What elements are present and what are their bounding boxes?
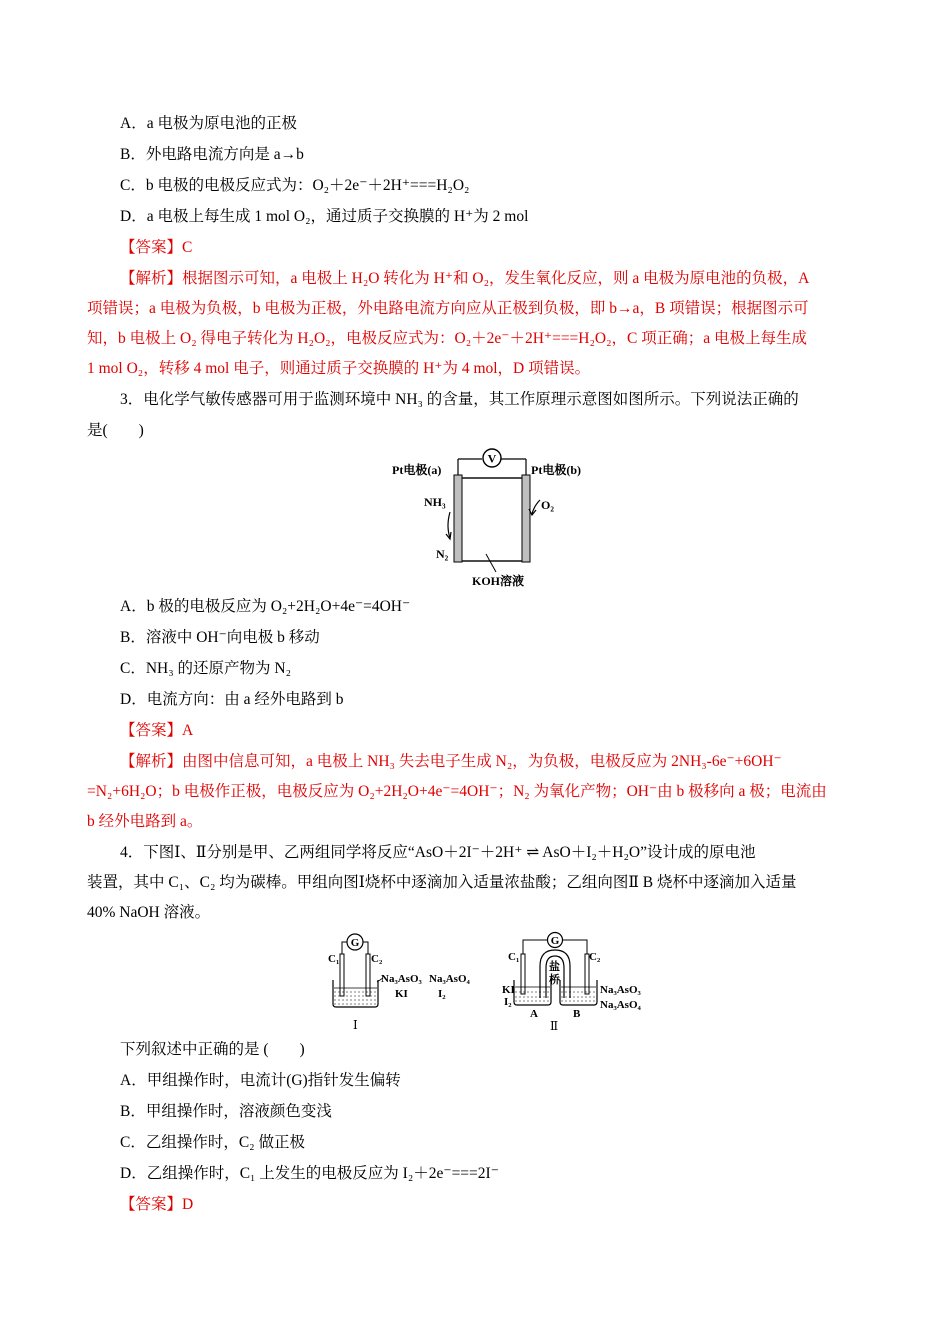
figure-1-label: Ⅰ xyxy=(353,1018,358,1032)
q4-question: 下列叙述中正确的是 ( ) xyxy=(120,1041,305,1058)
q2-analysis-line: 知，b 电极上 O₂ 得电子转化为 H₂O₂，电极反应式为：O₂＋2e⁻＋2H⁺===H₂O₂，C 项正确；a 电极上每生成 xyxy=(87,330,807,347)
i2-label: I₂ xyxy=(438,988,446,1000)
na3aso3-label: Na₃AsO₃ xyxy=(381,973,422,985)
q3-sensor-diagram xyxy=(390,442,605,592)
q3-answer: 【答案】A xyxy=(120,722,194,739)
voltmeter-label: V xyxy=(487,451,497,466)
q4-figure-2 xyxy=(500,930,665,1035)
figure-2-label: Ⅱ xyxy=(550,1019,559,1033)
q4-option-b: B．甲组操作时，溶液颜色变浅 xyxy=(120,1103,332,1120)
beaker-a-label: A xyxy=(530,1008,538,1020)
left-electrode-label: Pt电极(a) xyxy=(392,463,442,477)
ki-label: KI xyxy=(395,988,408,1000)
q3-option-d: D．电流方向：由 a 经外电路到 b xyxy=(120,691,344,708)
right-electrode-label: Pt电极(b) xyxy=(531,463,581,477)
galvanometer-label: G xyxy=(550,935,560,947)
q3-analysis-line: 【解析】由图中信息可知，a 电极上 NH₃ 失去电子生成 N₂，为负极，电极反应为 2NH₃-6e⁻+6OH⁻ xyxy=(120,753,782,770)
salt-bridge-label: 桥 xyxy=(549,974,560,986)
koh-label: KOH溶液 xyxy=(472,574,525,588)
q2-option-b: B．外电路电流方向是 a→b xyxy=(120,146,304,163)
c2-label: C₂ xyxy=(371,953,383,965)
c1-label: C₁ xyxy=(328,953,340,965)
q3-analysis-line: =N₂+6H₂O；b 电极作正极，电极反应为 O₂+2H₂O+4e⁻=4OH⁻；N₂ 为氧化产物；OH⁻由 b 极移向 a 极；电流由 xyxy=(87,783,827,800)
q2-analysis-line: 【解析】根据图示可知，a 电极上 H₂O 转化为 H⁺和 O₂，发生氧化反应，则 a 电极为原电池的负极，A xyxy=(120,270,810,287)
na3aso4-label: Na₃AsO₄ xyxy=(600,999,641,1011)
q4-stem-line: 装置，其中 C₁、C₂ 均为碳棒。甲组向图Ⅰ烧杯中逐滴加入适量浓盐酸；乙组向图Ⅱ B 烧杯中逐滴加入适量 xyxy=(87,874,797,891)
q3-option-c: C．NH₃ 的还原产物为 N₂ xyxy=(120,660,291,677)
q4-option-c: C．乙组操作时，C₂ 做正极 xyxy=(120,1134,305,1151)
q4-figure-1 xyxy=(325,932,490,1032)
q2-answer: 【答案】C xyxy=(120,239,193,256)
na3aso4-label: Na₃AsO₄ xyxy=(429,973,470,985)
i2-label: I₂ xyxy=(504,996,512,1008)
q3-analysis-line: b 经外电路到 a。 xyxy=(87,813,203,830)
q4-option-a: A．甲组操作时，电流计(G)指针发生偏转 xyxy=(120,1072,401,1089)
q3-option-b: B．溶液中 OH⁻向电极 b 移动 xyxy=(120,629,320,646)
q4-stem-line: 40% NaOH 溶液。 xyxy=(87,904,211,921)
nh3-label: NH₃ xyxy=(424,495,446,509)
galvanometer-label: G xyxy=(350,937,360,949)
na3aso3-label: Na₃AsO₃ xyxy=(600,984,641,996)
q4-stem-line: 4．下图Ⅰ、Ⅱ分别是甲、乙两组同学将反应“AsO＋2I⁻＋2H⁺ ⇌ AsO＋I₂＋H₂O”设计成的原电池 xyxy=(120,844,756,861)
q4-option-d: D．乙组操作时，C₁ 上发生的电极反应为 I₂＋2e⁻===2I⁻ xyxy=(120,1165,499,1182)
q3-stem-line: 是( ) xyxy=(87,422,144,439)
q2-analysis-line: 1 mol O₂，转移 4 mol 电子，则通过质子交换膜的 H⁺为 4 mol，D 项错误。 xyxy=(87,360,591,377)
beaker-b-label: B xyxy=(573,1008,581,1020)
q2-analysis-line: 项错误；a 电极为负极，b 电极为正极，外电路电流方向应从正极到负极，即 b→a，B 项错误；根据图示可 xyxy=(87,300,809,317)
c1-label: C₁ xyxy=(508,951,520,963)
q3-option-a: A．b 极的电极反应为 O₂+2H₂O+4e⁻=4OH⁻ xyxy=(120,598,411,615)
q4-answer: 【答案】D xyxy=(120,1196,194,1213)
c2-label: C₂ xyxy=(589,951,601,963)
salt-bridge-label: 盐 xyxy=(549,961,560,973)
n2-label: N₂ xyxy=(436,547,449,561)
o2-label: O₂ xyxy=(541,498,554,512)
q2-option-c: C．b 电极的电极反应式为：O₂＋2e⁻＋2H⁺===H₂O₂ xyxy=(120,177,470,194)
q3-stem-line: 3．电化学气敏传感器可用于监测环境中 NH₃ 的含量，其工作原理示意图如图所示。下列说法正确的 xyxy=(120,391,799,408)
ki-label: KI xyxy=(502,984,515,996)
q2-option-d: D．a 电极上每生成 1 mol O₂，通过质子交换膜的 H⁺为 2 mol xyxy=(120,208,529,225)
q2-option-a: A．a 电极为原电池的正极 xyxy=(120,115,297,132)
